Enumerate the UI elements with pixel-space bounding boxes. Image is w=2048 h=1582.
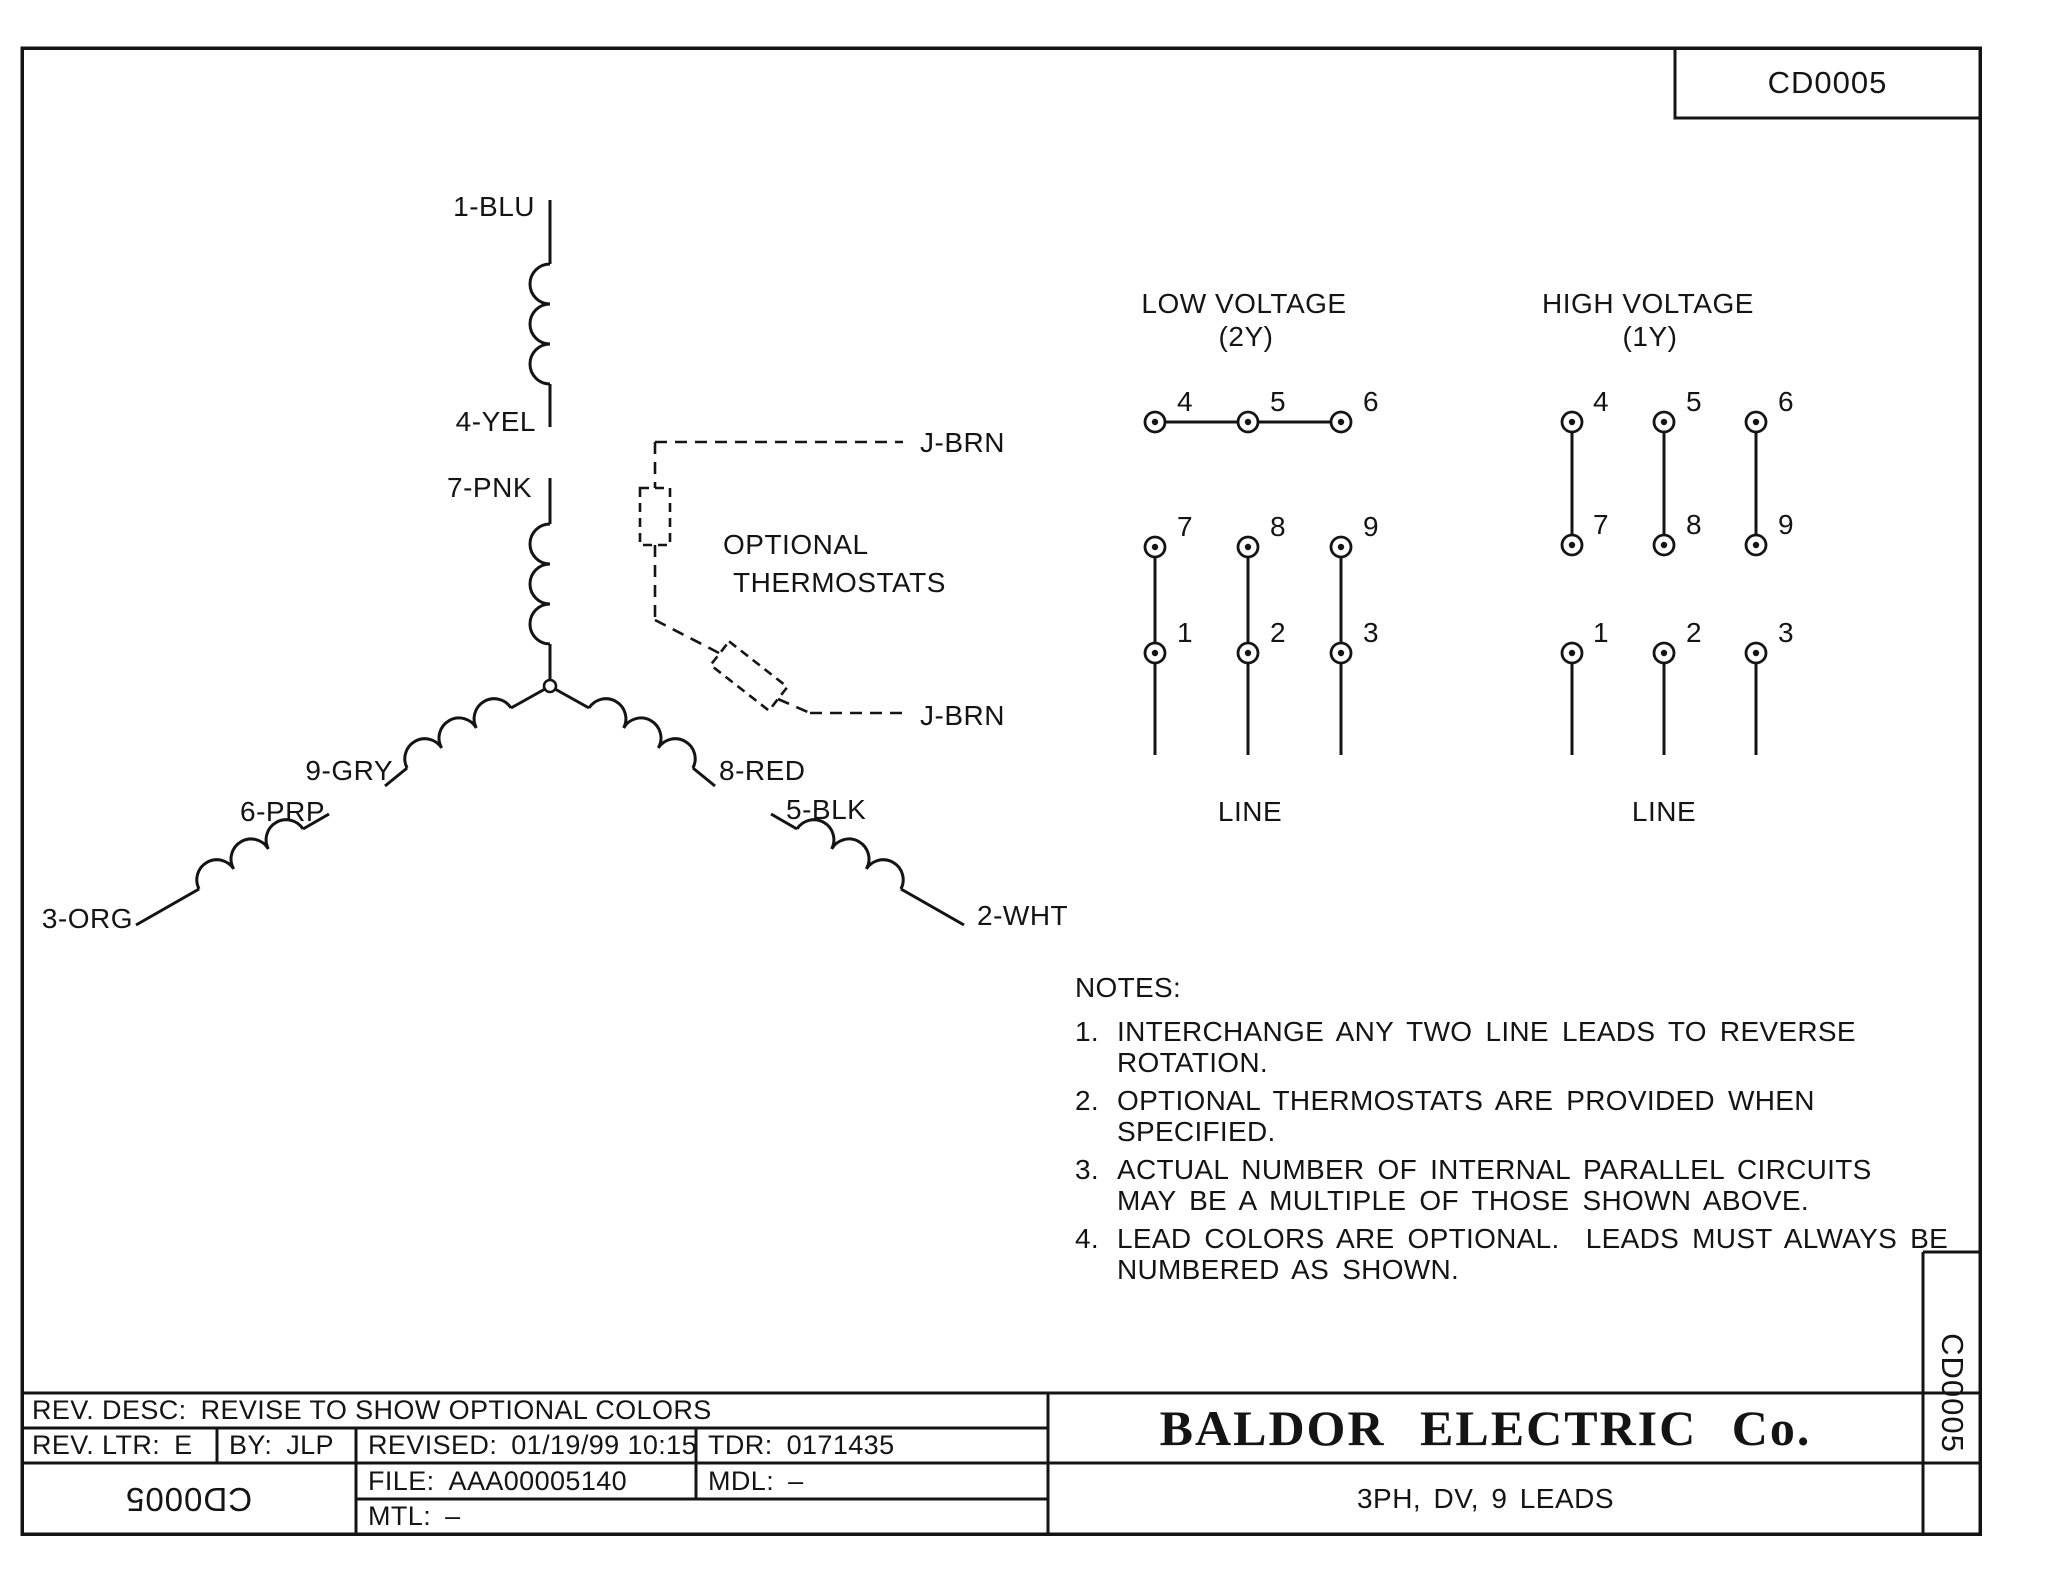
lv-terminal-4 <box>1145 412 1165 432</box>
thermostat-symbol-1 <box>640 488 670 545</box>
thermostat-diagonal-wire-1 <box>655 620 719 653</box>
flipped-drawing-number: CD0005 <box>125 1480 253 1518</box>
thermostat-symbol-2 <box>711 641 788 710</box>
hv-terminal-5 <box>1654 412 1674 432</box>
note-item-2 <box>1075 1085 1975 1147</box>
thermostat-lead-bottom-label: J-BRN <box>920 700 1005 731</box>
lead-5-label: 5-BLK <box>786 794 867 825</box>
high-voltage-subtitle: (1Y) <box>1622 321 1678 352</box>
mtl-cell <box>368 1499 1046 1534</box>
company-name-cell <box>1048 1393 1923 1463</box>
lead-9-label: 9-GRY <box>305 755 393 786</box>
coil-9-connector <box>511 689 545 708</box>
low-voltage-subtitle: (2Y) <box>1218 321 1274 352</box>
note-text: ACTUAL NUMBER OF INTERNAL PARALLEL CIRCUITS <box>1117 1154 1872 1185</box>
notes-heading: NOTES: <box>1075 972 1182 1003</box>
lv-terminal-8-label: 8 <box>1270 511 1287 542</box>
lv-terminal-8 <box>1238 537 1258 557</box>
hv-terminal-7-label: 7 <box>1593 509 1610 540</box>
hv-terminal-9 <box>1746 535 1766 555</box>
drawing-number: CD0005 <box>1767 65 1888 100</box>
company-name: BALDOR ELECTRIC Co. <box>1159 1400 1812 1456</box>
lead-8-wire <box>693 768 715 786</box>
coil-star-8 <box>589 699 695 768</box>
rev-desc-label: REV. DESC: <box>32 1395 187 1425</box>
file-cell <box>368 1463 694 1499</box>
note-number: 3. <box>1075 1154 1099 1185</box>
lv-terminal-3-label: 3 <box>1363 617 1380 648</box>
revised-cell <box>368 1428 698 1463</box>
note-text: NUMBERED AS SHOWN. <box>1117 1254 1460 1285</box>
lead-7-label: 7-PNK <box>447 472 532 503</box>
mtl-label: MTL: <box>368 1501 432 1531</box>
hv-terminal-3-label: 3 <box>1778 617 1795 648</box>
hv-terminal-5-label: 5 <box>1686 386 1703 417</box>
hv-terminal-1-label: 1 <box>1593 617 1610 648</box>
star-point-junction <box>544 680 556 692</box>
coil-1-4 <box>530 264 550 384</box>
low-voltage-title: LOW VOLTAGE <box>1141 288 1347 319</box>
drawing-description-cell <box>1048 1463 1923 1534</box>
lv-terminal-2-label: 2 <box>1270 617 1287 648</box>
hv-terminal-2-label: 2 <box>1686 617 1703 648</box>
tdr-cell <box>708 1428 1046 1463</box>
lv-terminal-2 <box>1238 643 1258 663</box>
rev-desc-cell <box>32 1393 1032 1428</box>
lv-terminal-9 <box>1331 537 1351 557</box>
revised-value: 01/19/99 10:15 <box>511 1430 698 1460</box>
hv-terminal-8 <box>1654 535 1674 555</box>
rev-desc-value: REVISE TO SHOW OPTIONAL COLORS <box>200 1395 712 1425</box>
notes-block <box>1075 972 1975 1292</box>
lv-line-label: LINE <box>1217 796 1283 827</box>
hv-terminal-4-label: 4 <box>1593 386 1610 417</box>
thermostat-lead-top-label: J-BRN <box>920 427 1005 458</box>
note-item-3 <box>1075 1154 1975 1216</box>
high-voltage-title: HIGH VOLTAGE <box>1542 288 1754 319</box>
by-label: BY: <box>229 1430 273 1460</box>
hv-terminal-8-label: 8 <box>1686 509 1703 540</box>
lv-terminal-4-label: 4 <box>1177 386 1194 417</box>
note-item-4 <box>1075 1223 1975 1285</box>
mdl-label: MDL: <box>708 1465 775 1496</box>
lead-1-label: 1-BLU <box>453 191 535 222</box>
file-label: FILE: <box>368 1465 435 1496</box>
by-cell <box>229 1428 354 1463</box>
lead-4-label: 4-YEL <box>455 406 536 437</box>
hv-terminal-7 <box>1562 535 1582 555</box>
lead-3-label: 3-ORG <box>41 903 133 934</box>
note-item-1 <box>1075 1016 1975 1078</box>
coil-star-9 <box>405 699 511 768</box>
drawing-description: 3PH, DV, 9 LEADS <box>1356 1482 1615 1514</box>
note-text: LEAD COLORS ARE OPTIONAL. LEADS MUST ALWAYS BE <box>1117 1223 1949 1254</box>
hv-line-label: LINE <box>1631 796 1697 827</box>
hv-terminal-3 <box>1746 643 1766 663</box>
hv-terminal-4 <box>1562 412 1582 432</box>
by-value: JLP <box>286 1430 334 1460</box>
revised-label: REVISED: <box>368 1430 498 1460</box>
coil-5-2 <box>797 820 903 889</box>
file-value: AAA00005140 <box>448 1465 628 1496</box>
lead-8-label: 8-RED <box>719 755 806 786</box>
note-text: MAY BE A MULTIPLE OF THOSE SHOWN ABOVE. <box>1117 1185 1809 1216</box>
tdr-value: 0171435 <box>786 1430 895 1460</box>
lv-terminal-6-label: 6 <box>1363 386 1380 417</box>
hv-terminal-6 <box>1746 412 1766 432</box>
coil-8-connector <box>555 689 589 708</box>
thermostat-note-line2: THERMOSTATS <box>733 567 946 598</box>
note-text: OPTIONAL THERMOSTATS ARE PROVIDED WHEN <box>1117 1085 1815 1116</box>
hv-terminal-6-label: 6 <box>1778 386 1795 417</box>
lv-terminal-3 <box>1331 643 1351 663</box>
note-text: INTERCHANGE ANY TWO LINE LEADS TO REVERSE <box>1117 1016 1856 1047</box>
flipped-drawing-number-cell <box>22 1463 356 1534</box>
rev-ltr-cell <box>32 1428 212 1463</box>
side-drawing-number: CD0005 <box>1934 1333 1970 1453</box>
tdr-label: TDR: <box>708 1430 773 1460</box>
lv-terminal-1-label: 1 <box>1177 617 1194 648</box>
mdl-value: – <box>788 1465 804 1496</box>
lv-terminal-1 <box>1145 643 1165 663</box>
note-number: 2. <box>1075 1085 1099 1116</box>
hv-terminal-1 <box>1562 643 1582 663</box>
rev-ltr-label: REV. LTR: <box>32 1430 161 1460</box>
thermostat-diagonal-wire-2 <box>778 699 810 713</box>
lv-terminal-9-label: 9 <box>1363 511 1380 542</box>
lead-6-label: 6-PRP <box>240 796 325 827</box>
lv-terminal-5 <box>1238 412 1258 432</box>
lv-terminal-5-label: 5 <box>1270 386 1287 417</box>
thermostat-note-line1: OPTIONAL <box>723 529 869 560</box>
lead-3-wire <box>136 889 199 925</box>
lv-terminal-7 <box>1145 537 1165 557</box>
side-drawing-number-strip <box>1923 1252 1980 1534</box>
coil-6-3 <box>197 820 303 889</box>
mdl-cell <box>708 1463 1046 1499</box>
hv-terminal-9-label: 9 <box>1778 509 1795 540</box>
lv-terminal-7-label: 7 <box>1177 511 1194 542</box>
lv-terminal-6 <box>1331 412 1351 432</box>
note-text: SPECIFIED. <box>1117 1116 1276 1147</box>
coil-7-star <box>530 524 550 644</box>
hv-terminal-2 <box>1654 643 1674 663</box>
sheet-border <box>22 48 1980 1534</box>
lead-2-label: 2-WHT <box>977 900 1069 931</box>
note-number: 4. <box>1075 1223 1099 1254</box>
rev-ltr-value: E <box>174 1430 193 1460</box>
drawing-number-box <box>1675 48 1980 118</box>
lead-2-wire <box>901 889 964 925</box>
mtl-value: – <box>445 1501 461 1531</box>
note-number: 1. <box>1075 1016 1099 1047</box>
note-text: ROTATION. <box>1117 1047 1268 1078</box>
